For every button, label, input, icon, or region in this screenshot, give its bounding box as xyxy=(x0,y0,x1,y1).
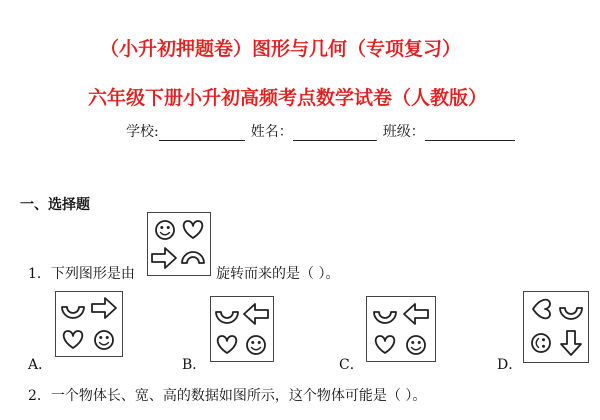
option-d-figure[interactable] xyxy=(523,291,589,363)
student-info-fields xyxy=(126,121,521,141)
smiley-face-icon xyxy=(156,221,174,239)
heart-icon xyxy=(376,336,395,353)
left-arrow-icon xyxy=(244,304,268,324)
smiley-face-icon xyxy=(532,334,550,352)
smiley-face-icon xyxy=(247,336,265,354)
right-arrow-icon xyxy=(152,248,176,268)
question1-text-start: 1．下列图形是由 xyxy=(28,266,135,282)
section-heading: 一、选择题 xyxy=(20,197,90,213)
rainbow-arch-icon xyxy=(560,308,582,319)
exam-title-line2: 六年级下册小升初高频考点数学试卷（人教版） xyxy=(88,87,488,109)
left-arrow-icon xyxy=(404,304,428,324)
rainbow-arch-icon xyxy=(182,252,204,263)
exam-title-line1: （小升初押题卷）图形与几何（专项复习） xyxy=(100,38,462,60)
question2-text: 2．一个物体长、宽、高的数据如图所示，这个物体可能是（ ）。 xyxy=(28,388,427,404)
right-arrow-icon xyxy=(92,298,116,318)
question1-text-end: 旋转而来的是（ ）。 xyxy=(216,266,340,282)
school-label: 学校: xyxy=(126,124,159,140)
smiley-face-icon xyxy=(407,336,425,354)
rainbow-arch-icon xyxy=(216,312,238,323)
down-arrow-icon xyxy=(561,331,581,355)
name-label: 姓名： xyxy=(250,124,293,140)
rainbow-arch-icon xyxy=(62,307,84,318)
option-c-figure[interactable] xyxy=(366,296,436,362)
option-d-label[interactable]: D． xyxy=(497,357,523,373)
option-b-figure[interactable] xyxy=(210,296,274,362)
smiley-face-icon xyxy=(95,331,113,349)
class-label: 班级： xyxy=(382,124,425,140)
heart-icon xyxy=(218,336,237,353)
rainbow-arch-icon xyxy=(374,312,396,323)
heart-icon xyxy=(533,300,550,319)
school-blank[interactable] xyxy=(159,125,245,141)
option-b-label[interactable]: B． xyxy=(182,357,207,373)
option-c-label[interactable]: C． xyxy=(339,357,364,373)
option-a-label[interactable]: A． xyxy=(28,357,53,373)
class-blank[interactable] xyxy=(425,125,515,141)
heart-icon xyxy=(184,221,203,238)
name-blank[interactable] xyxy=(293,125,377,141)
reference-figure xyxy=(147,212,211,276)
option-a-figure[interactable] xyxy=(55,291,123,357)
heart-icon xyxy=(64,331,83,348)
